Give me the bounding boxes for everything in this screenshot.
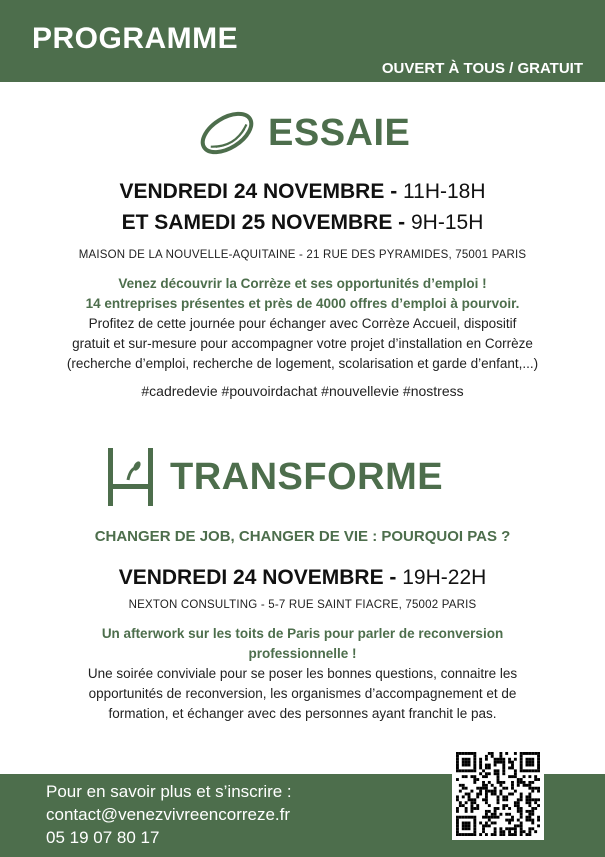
transforme-date — [0, 566, 605, 590]
essaie-date-2 — [0, 211, 605, 235]
essaie-title: ESSAIE — [268, 111, 411, 154]
transforme-address: NEXTON CONSULTING - 5-7 RUE SAINT FIACRE, 75002 PARIS — [128, 599, 477, 611]
essaie-date-1 — [0, 180, 605, 204]
essaie-lead-1: Venez découvrir la Corrèze et ses opportunités d’emploi ! — [118, 276, 487, 291]
header-banner — [0, 0, 605, 82]
essaie-date-1-label: VENDREDI 24 NOVEMBRE - — [119, 180, 398, 203]
essaie-date-2-label: ET SAMEDI 25 NOVEMBRE - — [121, 211, 406, 234]
essaie-time-2: 9H-15H — [411, 211, 484, 234]
transforme-tagline: CHANGER DE JOB, CHANGER DE VIE : POURQUOI PAS ? — [94, 528, 511, 545]
header-subtitle: OUVERT À TOUS / GRATUIT — [381, 60, 583, 77]
footer-info-label: Pour en savoir plus et s’inscrire : — [46, 782, 292, 801]
transforme-body-2: opportunités de reconversion, les organismes d’accompagnement et de — [88, 686, 517, 701]
essaie-body-3: (recherche d’emploi, recherche de logement, scolarisation et garde d’enfant,...) — [66, 356, 539, 371]
essaie-hashtags: #cadredevie #pouvoirdachat #nouvellevie #nostress — [141, 383, 464, 399]
essaie-lead-2: 14 entreprises présentes et près de 4000 offres d’emploi à pourvoir. — [85, 296, 520, 311]
qr-code-icon — [456, 752, 540, 836]
essaie-time-1: 11H-18H — [403, 180, 486, 203]
rugby-goal-posts-icon — [104, 446, 160, 508]
rugby-ball-icon — [196, 108, 258, 158]
footer-email[interactable]: contact@venezvivreencorreze.fr — [46, 805, 291, 824]
essaie-address: MAISON DE LA NOUVELLE-AQUITAINE - 21 RUE DES PYRAMIDES, 75001 PARIS — [78, 249, 527, 261]
transforme-date-label: VENDREDI 24 NOVEMBRE - — [118, 566, 397, 589]
essaie-heading — [196, 108, 410, 158]
footer-phone[interactable]: 05 19 07 80 17 — [46, 828, 160, 847]
transforme-lead-2: professionnelle ! — [248, 646, 357, 661]
qr-code[interactable] — [452, 748, 544, 840]
transforme-lead-1: Un afterwork sur les toits de Paris pour parler de reconversion — [101, 626, 504, 641]
transforme-title: TRANSFORME — [170, 455, 444, 498]
transforme-body-3: formation, et échanger avec des personnes ayant franchit le pas. — [108, 706, 497, 721]
transforme-time: 19H-22H — [402, 566, 487, 589]
page-title: PROGRAMME — [32, 22, 239, 55]
transforme-body-1: Une soirée conviviale pour se poser les bonnes questions, connaitre les — [87, 666, 518, 681]
essaie-body-2: gratuit et sur-mesure pour accompagner votre projet d’installation en Corrèze — [72, 336, 533, 351]
transforme-heading — [104, 446, 443, 508]
essaie-body-1: Profitez de cette journée pour échanger avec Corrèze Accueil, dispositif — [88, 316, 517, 331]
